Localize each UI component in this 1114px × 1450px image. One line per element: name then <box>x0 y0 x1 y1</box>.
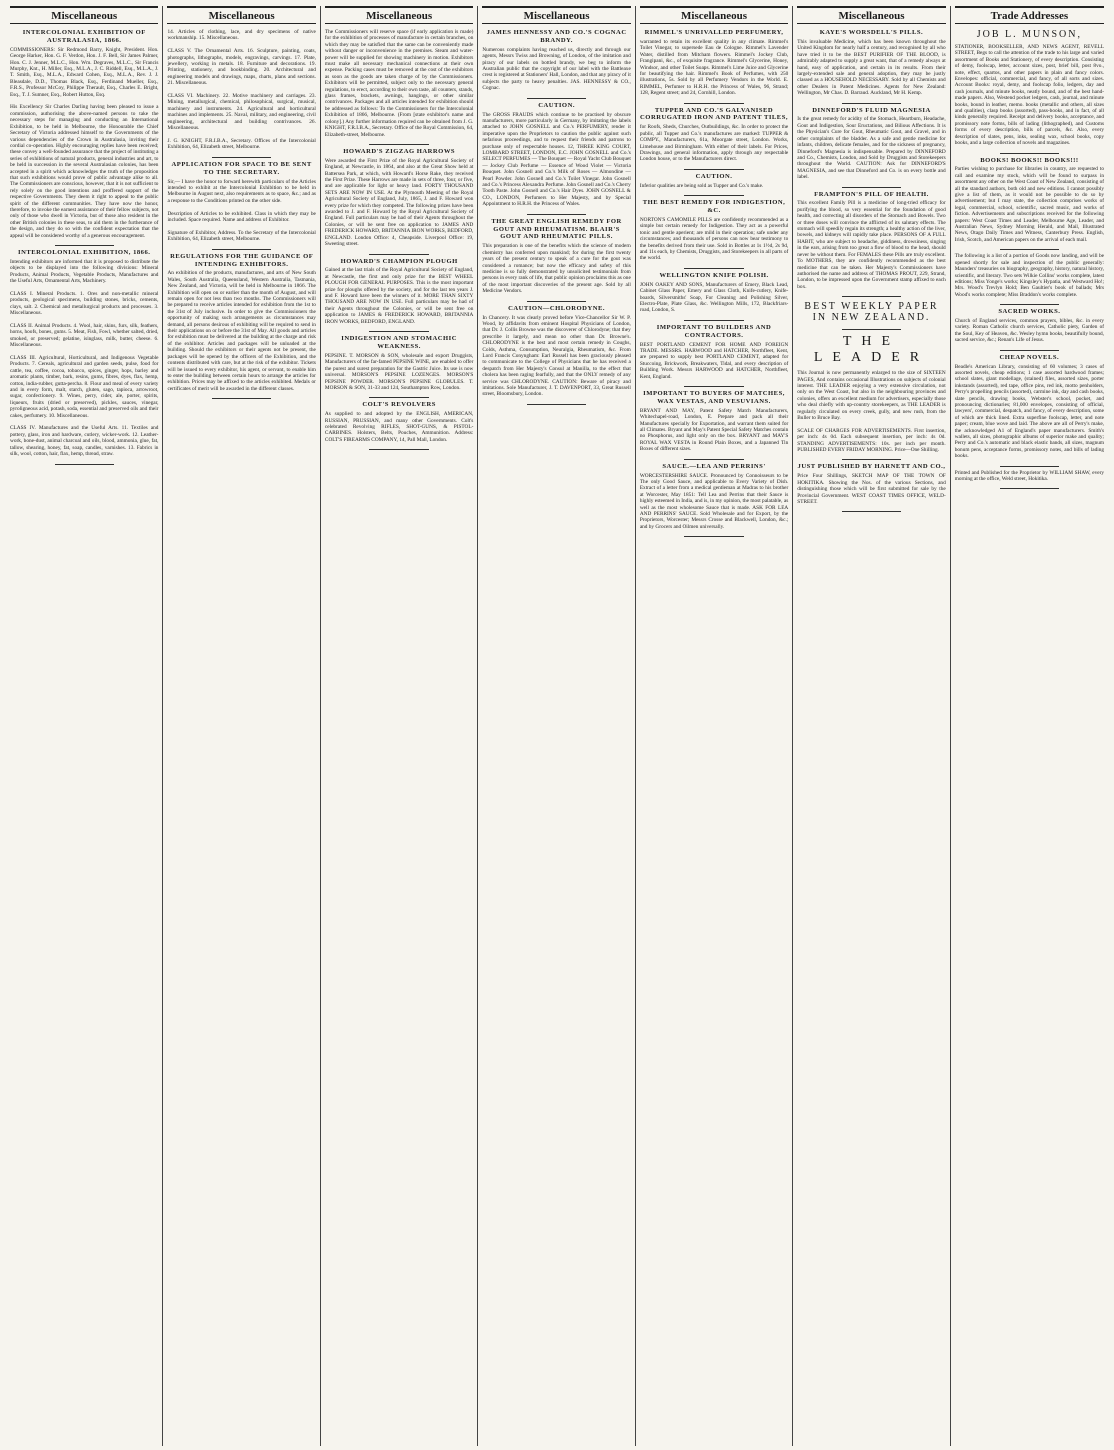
article-body: JOHN OAKEY AND SONS, Manufacturers of Emery, Black Lead, Cabinet Glass Paper, Emery and Glass Cloth, Knife-cutlery, Knife-boards, Silversmiths' Soap, For Cleaning and Polishing Silver, Electro-Plate, Plate Glass, &c. Wellington Mills, 172, Blackfriars-road, London, S. <box>639 281 790 314</box>
divider <box>1000 249 1060 250</box>
article <box>640 29 788 97</box>
article <box>640 199 788 262</box>
article <box>482 304 633 398</box>
article-title: BOOKS! BOOKS!! BOOKS!!! <box>980 156 1079 164</box>
article-title: REGULATIONS FOR THE GUIDANCE OF INTENDING EXHIBITORS. <box>170 252 314 268</box>
article-title: COLT'S REVOLVERS <box>362 401 436 409</box>
divider <box>684 195 743 196</box>
column-header: Miscellaneous <box>10 6 158 24</box>
article-body: 14. Articles of clothing, lace, and dry specimens of native workmanship. 15. Miscellaneous. CLASS V. The Ornamental Arts. 16. Sculpture, painting, coats, photographs, lithographs, models, engravings, carvings. 17. Plate, jewellery, working in metals. 18. Furniture and decorations. 19. Printing, stationery, and bookbinding. 20. Architectural and engineering models and drawings, maps, charts, plans and sections. 21. Miscellaneous. CLASS VI. Machinery. 22. Motive machinery and carriages. 23. Mining, metallurgical, chemical, philosophical, surgical, musical, machinery and instruments. 24. Agricultural and horticultural machines and implements. 25. Naval, military, and engineering, civil engineering, architectural and building contrivances. 26. Miscellaneous. J. G. KNIGHT, F.R.I.B.A., Secretary. Offices of the Intercolonial Exhibition, 64, Elizabeth street, Melbourne. <box>167 29 316 151</box>
divider <box>684 459 743 460</box>
article <box>640 324 788 380</box>
column-header: Miscellaneous <box>482 6 630 24</box>
article-title: DINNEFORD'S FLUID MAGNESIA <box>812 106 931 114</box>
article-title: KAYE'S WORSDELL'S PILLS. <box>819 29 924 36</box>
article-title: SACRED WORKS. <box>998 308 1061 316</box>
divider <box>1000 488 1060 489</box>
column-5 <box>636 6 793 1446</box>
article <box>325 401 473 443</box>
article-body: Printed and Published for the Proprietor by WILLIAM SHAW, every morning at the office, Weld street, Hokitika. <box>954 469 1106 483</box>
article-title: CAUTION—CHLORODYNE. <box>508 304 606 312</box>
article <box>955 354 1104 460</box>
divider <box>684 103 743 104</box>
article-body: BEST PORTLAND CEMENT FOR HOME AND FOREIGN TRADE. MESSRS. HARWOOD and HATCHER, Northfleet, Kent, are prepared to supply best PORTLAND CEMENT, adapted for Stuccoing, Brickwork, Breakwaters, Tidal, and every description of Building Work. Messrs HARWOOD and HATCHER, Northfleet, Kent, England. <box>639 341 790 380</box>
article-title: BEST WEEKLY PAPER IN NEW ZEALAND. <box>804 301 939 324</box>
article <box>955 157 1104 244</box>
article-title: HOWARD'S ZIGZAG HARROWS <box>343 147 456 155</box>
article-body: for Roofs, Sheds, Churches, Outbuildings, &c. In order to protect the public, all Tupper and Co.'s manufactures are marked: TUPPER & COMPY., Manufacturers, 61a, Moorgate street, London. Works, Limehouse and Birmingham. With either of their labels. For Prices, Drawings, and general information, apply through any respectable London house, or to the Manufacturers direct. <box>639 124 790 163</box>
article-title: THE LEADER <box>813 334 930 366</box>
article-title: RIMMEL'S UNRIVALLED PERFUMERY, <box>644 29 784 36</box>
divider <box>55 464 114 465</box>
article-title: IMPORTANT TO BUYERS OF MATCHES, WAX VESTAS, AND VESUVIANS. <box>643 389 785 405</box>
divider <box>1000 153 1060 154</box>
article <box>955 308 1104 344</box>
article-body: This Journal is now permanently enlarged to the size of SIXTEEN PAGES, And contains occasional Illustrations on subjects of colonial interest. THE LEADER enjoying a very extensive circulation, not only on the West Coast, but also in the neighbouring provinces and colonies, offers an excellent medium for advertisers, especially those who deal chiefly with up-country storekeepers, as THE LEADER is regularly circulated on every creek, gully, and new rush, from the Buller to Bruce Bay. SCALE OF CHARGES FOR ADVERTISEMENTS. First insertion, per inch: 4s 0d. Each subsequent insertion, per inch: 4s 0d. STANDING ADVERTISEMENTS: 10s. per inch per month. PUBLISHED EVERY FRIDAY MORNING. Price—One Shilling. <box>797 370 946 453</box>
article-title: THE GREAT ENGLISH REMEDY FOR GOUT AND RHEUMATISM. BLAIR'S GOUT AND RHEUMATIC PILLS. <box>491 217 622 241</box>
article <box>325 29 473 138</box>
article <box>640 463 788 531</box>
divider <box>369 254 428 255</box>
divider <box>369 331 428 332</box>
divider <box>55 245 114 246</box>
article-title: HOWARD'S CHAMPION PLOUGH <box>340 257 458 265</box>
article-body: An exhibition of the products, manufactures, and arts of New South Wales, South Australia, Queensland, Western Australia, Tasmania, New Zealand, and Victoria, will be held in Melbourne in 1866. The Exhibition will open on or earlier than the month of August, and will remain open for not less than two months. The Commissioners will be prepared to receive articles intended for exhibition from the 1st to the 31st of July inclusive. In order to give the Commissioners the opportunity of making such arrangements as circumstances may demand, all persons desirous of exhibiting will be required to send in their applications on or before the 31st of May. All goods and articles for exhibition must be delivered at the building at the charge and risk of the exhibitor. Articles and packages will be unloaded at the building. Should the exhibitors or their agents not be present, the packages will be opened by the officers of the Exhibition, and the contents distributed with care, but at the risk of the exhibitor. Tickets will be issued to every exhibitor, his agent, or servant, to enable him to enter the building between certain hours to arrange the articles for exhibition. Prices may be affixed to the articles exhibited. Medals or certificates of merit will be awarded in the different classes. <box>167 270 318 392</box>
article-body: Parties wishing to purchase for libraries in country, are requested to call and examine my stock, which will be found to surpass in assortment any other on the West Coast of New Zealand, consisting of all the standard authors, both old and new editions. I cannot possibly give a list of them, as it would not be possible to do so by advertisement; but I may state, the collection comprises works of legal, commercial, school, scientific, sacred music, and works of fiction. Advertisements and subscriptions received for the following papers: West Coast Times and Leader, Melbourne Age, Leader, and Australian News, Sydney Morning Herald, and Mail, Illustrated News, Otago Daily Times and Witness, Canterbury Press. English, Irish, Scotch, and American papers on the arrival of each mail. <box>954 166 1106 243</box>
divider <box>527 404 586 405</box>
column-header: Miscellaneous <box>325 6 473 24</box>
column-1 <box>6 6 163 1446</box>
divider <box>842 511 901 512</box>
divider <box>212 398 271 399</box>
article-title: JOB L. MUNSON, <box>976 29 1082 40</box>
article-body: As supplied to and adopted by the ENGLISH, AMERICAN, RUSSIAN, PRUSSIAN, and many other Governments. Colt's celebrated Revolving RIFLES, SHOT-GUNS, & PISTOL-CARBINES. Holsters, Belts, Pouches, Ammunition. Address: COLT'S FIREARMS COMPANY, 14, Pall Mall, London. <box>324 411 475 443</box>
article <box>482 217 633 295</box>
divider <box>1000 350 1060 351</box>
article <box>797 463 948 505</box>
column-container <box>6 6 1108 1446</box>
article <box>325 148 473 248</box>
article <box>10 29 158 239</box>
divider <box>1000 304 1060 305</box>
article-body: The Commissioners will reserve space (if early application is made) for the exhibition of processes of manufacture in certain branches, on which they may be satisfied that the same can be conveniently made without danger or inconvenience in the premises. Steam and water-power will be supplied for showing machinery in motion. Exhibitors must make all necessary mechanical connections at their own expense. Packing cases must be removed at the cost of the exhibitors as soon as the goods are taken charge of by the Commissioners. Exhibitors will be permitted, subject only to the necessary general regulations, to erect, according to their own taste, all counters, stands, glass frames, brackets, awnings, hangings, or other similar contrivances. Packages and all articles intended for exhibition should be addressed as follows: To the Commissioners for the Intercolonial Exhibition of 1866, Melbourne. (From [state exhibitor's name and colony].) Any further information required can be obtained from J. G. KNIGHT, F.R.I.B.A., Secretary. Office of the Royal Commission, 64, Elizabeth-street, Melbourne. <box>324 29 475 138</box>
column-7 <box>951 6 1108 1446</box>
article-title: CAUTION. <box>695 172 733 180</box>
article <box>955 470 1104 483</box>
article <box>325 335 473 391</box>
article <box>10 249 158 458</box>
article-body: Intending exhibitors are informed that it is proposed to distribute the objects to be displayed into the following divisions: Mineral Products, Animal Products, Vegetable Products, Manufactures and the Useful Arts, Ornamental Arts, Machinery. CLASS I. Mineral Products. 1. Ores and non-metallic mineral products, geological specimens, building stones, bricks, cements, clays, salt. 2. Chemical and metallurgical products and processes. 3. Miscellaneous. CLASS II. Animal Products. 4. Wool, hair, skins, furs, silk, feathers, horns, hoofs, bones, gums. 5. Meat, Fish, Fowl, whether salted, dried, smoked, or preserved; gelatine, isinglass, milk, butter, cheese. 6. Miscellaneous. CLASS III. Agricultural, Horticultural, and Indigenous Vegetable Products. 7. Cereals, agricultural and garden seeds, pulse, food for cattle, tea, coffee, cocoa, tobacco, spices, ginger, hops, barley and aromatic plants, timber, bark, resins, gums, fibres, dyes, flax, hemp, cotton, india-rubber, gutta-percha. 8. Flour and meal of every variety and in every form, malt, starch, gluten, sago, tapioca, arrowroot, sugar, confectionery. 9. Wines, perry, cider, ale, porter, spirits, liqueurs, fruits (dried or preserved), pickles, sauces, vinegar, pyroligneous acid, potash, soda, essential and preserved oils and their cakes, perfumery. 10. Miscellaneous. CLASS IV. Manufactures and the Useful Arts. 11. Textiles and pottery, glass, iron and hardware, cutlery, wicker-work. 12. Leather-work, bone-dust, animal charcoal and oils, blood, ammonia, glue, fat, tallow, shearing, honey, fat, soap, candles, varnishes. 13. Fabrics in silk, wool, cotton, hair, flax, hemp, thread, straw. <box>10 258 159 458</box>
article <box>167 29 315 151</box>
article <box>167 252 318 393</box>
divider <box>1000 466 1060 467</box>
article-title: IMPORTANT TO BUILDERS AND CONTRACTORS. <box>656 323 772 339</box>
article-body: This excellent Family Pill is a medicine of long-tried efficacy for purifying the blood, so very essential for the foundation of good health, and correcting all disorders of the Stomach and Bowels. Two or three doses will convince the afflicted of its salutary effects. The stomach will speedily regain its strength; a healthy action of the liver, bowels, and kidneys will rapidly take place. PERSONS OF A FULL HABIT, who are subject to headache, giddiness, drowsiness, singing in the ears, arising from too great a flow of blood to the head, should never be without them. For FEMALES these Pills are truly excellent. To MOTHERS, they are confidently recommended as the best medicine that can be taken. Her Majesty's Commissioners have authorised the name and address of THOMAS PROUT, 229, Strand, London, to be impressed upon the Government stamp affixed to each box. <box>797 200 948 290</box>
divider <box>684 268 743 269</box>
article-body: This preparation is one of the benefits which the science of modern chemistry has conferred upon mankind; for during the first twenty years of the present century to speak of a cure for the gout was considered a romance; but now the efficacy and safety of this medicine is so fully demonstrated by unsolicited testimonials from persons in every rank of life, that public opinion proclaims this as one of the most important discoveries of the present age. Sold by all Medicine Vendors. <box>482 243 633 295</box>
article <box>797 29 948 97</box>
article-title: THE BEST REMEDY FOR INDIGESTION, &C. <box>642 199 786 215</box>
article <box>797 106 948 181</box>
article <box>325 258 473 326</box>
article-body: NORTON'S CAMOMILE PILLS are confidently recommended as a simple but certain remedy for Indigestion. They act as a powerful tonic and gentle aperient; are mild in their operation; safe under any circumstances; and thousands of persons can now bear testimony to the benefits derived from their use. Sold in Bottles at 1s 1½d, 2s 9d, and 11s each, by Chemists, Druggists, and Storekeepers in all parts of the world. <box>639 216 790 262</box>
divider <box>842 459 901 460</box>
divider <box>369 397 428 398</box>
article-title: SAUCE.—LEA AND PERRINS' <box>662 462 766 470</box>
article-title: INTERCOLONIAL EXHIBITION, 1866. <box>18 249 151 256</box>
divider <box>369 449 428 450</box>
article-body: Were awarded the First Prize of the Royal Agricultural Society of England, at Newcastle, in 1864, and also at the Great Show held at Battersea Park, at which, with Howard's Horse Rake, they received the First Prize. These Harrows are made in sets of three, four, or five, and are applicable for light or heavy land. FORTY THOUSAND SETS ARE NOW IN USE. At the Plymouth Meeting of the Royal Agricultural Society of England, July, 1865, J. and F. Howard won every prize for which they competed. The following prizes have been awarded to J. and F. Howard by the Royal Agricultural Society of England. Full particulars may be had of their Agents throughout the Colonies, or will be sent free on application to JAMES AND FREDERICK HOWARD, BRITANNIA IRON WORKS, BEDFORD, ENGLAND. London Office: 4, Cheapside. Liverpool Office: 19, Sweeting street. <box>324 157 475 248</box>
article-body: In Chancery. It was clearly proved before Vice-Chancellor Sir W. P. Wood, by affidavits from eminent Hospital Physicians of London, that Dr. J. Collis Browne was the discoverer of Chlorodyne; that they prescribe it largely, and mean no other than Dr. Browne's. CHLORODYNE is the best and most certain remedy in Coughs, Colds, Asthma, Consumption, Neuralgia, Rheumatism, &c. From Lord Francis Conyngham: Earl Russell has been graciously pleased to communicate to the College of Physicians that he has received a despatch from Her Majesty's Consul at Manilla, to the effect that cholera has been raging fearfully, and that the ONLY remedy of any service was CHLORODYNE. CAUTION: Beware of piracy and imitations. Sole Manufacturer, J. T. DAVENPORT, 33, Great Russell street, Bloomsbury, London. <box>482 314 633 398</box>
article-title: CHEAP NOVELS. <box>999 353 1060 361</box>
article <box>955 253 1104 298</box>
article <box>797 301 945 323</box>
article-body: Sir,— I have the honor to forward herewith particulars of the Articles intended to exhibit at the Intercolonial Exhibition to be held in Melbourne in August next, also requirements as to space, &c.; and as a response to the Conditions printed on the other side. Description of Articles to be exhibited. Class in which they may be included. Space required. Name and address of Exhibitor. Signature of Exhibitor, Address. To the Secretary of the Intercolonial Exhibition, 64, Elizabeth street, Melbourne. <box>167 178 316 243</box>
column-4 <box>478 6 635 1446</box>
divider <box>369 144 428 145</box>
article <box>797 334 945 453</box>
divider <box>527 214 586 215</box>
article <box>482 29 633 92</box>
article-body: Price Four Shillings, SKETCH MAP OF THE TOWN OF HOKITIKA. Showing the Nos. of the various Sections, and distinguishing those which will be first submitted for sale by the Provincial Government. WEST COAST TIMES OFFICE, WELD-STREET. <box>797 473 948 505</box>
divider <box>842 296 901 297</box>
column-header: Miscellaneous <box>640 6 788 24</box>
article <box>955 29 1104 147</box>
divider <box>842 103 901 104</box>
divider <box>684 169 743 170</box>
divider <box>842 329 901 330</box>
article <box>640 107 788 163</box>
column-2 <box>163 6 320 1446</box>
article <box>797 190 948 291</box>
article-body: Church of England services, common prayers, bibles, &c. in every variety. Roman Catholic church services, Catholic piety, Garden of the Soul, Key of Heaven, &c. Wesley hymn books, beautifully bound, sacred service, &c.; Renan's Life of Jesus. <box>954 318 1106 344</box>
divider <box>527 301 586 302</box>
article <box>640 272 788 314</box>
article-title: INDIGESTION AND STOMACHIC WEAKNESS. <box>341 335 457 350</box>
article-body: This invaluable Medicine, which has been known throughout the United Kingdom for nearly half a century, and recognised by all who have tried it to be the BEST PURIFIER OF THE BLOOD, is admirably adapted to supply a great want, that of a remedy always at hand, easy of application, and certain in its results. From their largely-extended sale and general adoption, they may be justly classed as a HOUSEHOLD NECESSARY. Sold by all Chemists and other Dealers in Patent Medicines. Agents for New Zealand: Wellington, Mr Chas. D. Barraud. Auckland, Mr H. Kemp. <box>797 38 948 97</box>
divider <box>684 320 743 321</box>
divider <box>842 187 901 188</box>
article <box>640 390 788 453</box>
article-body: STATIONER, BOOKSELLER, AND NEWS AGENT, REVELL STREET, Begs to call the attention of the trade to his large and varied assortment of Books and Stationery, of every description. Consisting of demy, foolscap, letter, account sizes, post, brief bill, post 8vo., note, effect, quartos, and other papers in plain and fancy colors. Envelopes: official, commercial, and fancy, of all sorts and sizes. Account Books: royal, demy, and foolscap folio, ledgers, day and cash journals, and minute books, neatly bound, and of the best hand-made papers. Also, Westend pocket ledgers, cash, journal, and minute books, bound in leather, memo. books (metallic and others, all sizes and qualities), clasp books (assorted), pass-books, and in fact, of all kinds generally required. Receipt and delivery books, acceptance, and promissory note forms, bills of lading (lithographed), and Customs forms of every description, bills of parcels, &c. Also, every description of slates, pens, inks, sealing wax, school books, copy books, and a large collection of novels and magazines. <box>954 44 1106 147</box>
article-body: Beadle's American Library, consisting of 60 volumes; 3 cases of assorted novels, cheap editions; 1 case assorted hardwood frames; school slates, giant modellage, (stained) files, assorted sizes, porter inkstands (assorted), red tape, office pins, red ink, motto penholders, Perry's propelling pencils (assorted), carmine ink, day and cash books, slate pencils, drawing books, Webster's school, pocket, and pronouncing dictionaries; 81,000 envelopes, consisting of official, lawyers', commercial, despatch, and fancy, of every description, some of which are thick lined. Extra superfine foolscap, letter, and note paper; cream, blue wove and laid. The above are all of Perry's make, the acknowledged A1 of England's paper manufacturers. Smith's wallets, all sizes, photographic albums of superior make and quality; Perry and Co.'s automatic and black elastic bands, all sizes, magnum bonum pens, acceptance forms, promissory notes, and bills of lading books. <box>954 363 1106 460</box>
article-body: BRYANT AND MAY, Patent Safety Match Manufacturers, Whitechapel-road, London, E. Prepare and pack all their Manufactures specially for Exportation, and warrant them suited for all Climates. Bryant and May's Patent Special Safety Matches contain no Phosphorus, and light only on the box. BRYANT and MAY'S ROYAL WAX VESTA in Round Plain Boxes, and a Japanned Tin Boxes of different sizes. <box>639 407 790 453</box>
column-header: Miscellaneous <box>167 6 315 24</box>
article-body: PEPSINE. T. MORSON & SON, wholesale and export Druggists, Manufacturers of the far-famed PEPSINE WINE, are enabled to offer the purest and surest preparation for the Gastric Juice. Its use is now universal. MORSON'S PEPSINE LOZENGES. MORSON'S PEPSINE POWDER. MORSON'S PEPSINE GLOBULES. T. MORSON & SON, 31-33 and 124, Southampton Row, London. <box>324 352 475 391</box>
article-body: Is the great remedy for acidity of the Stomach, Heartburn, Headache, Gout and Indigestion, Sour Eructations, and Bilious Affections. It is the Physician's Cure for Gout, Rheumatic Gout, and Gravel, and in other complaints of the bladder. As a safe and gentle medicine for infants, children, delicate females, and for the sickness of pregnancy, Dinneford's Magnesia is indispensable. Prepared by DINNEFORD and Co., Chemists, London, and Sold by Druggists and Storekeepers throughout the World. CAUTION: Ask for DINNEFORD'S MAGNESIA, and see that Dinneford and Co. is on every bottle and label. <box>797 116 948 181</box>
article-body: Numerous complaints having reached us, directly and through our agents, Messrs Twiss and Browning, of London, of the imitation and piracy of our labels on bottled brandy, we beg to inform the Australian public that the copyright of our label with the Battleaxe crest is registered at Stationers' Hall, London, and that any piracy of it subjects the party to heavy penalties. JAS. HENNESSY & CO., Cognac. <box>482 46 633 92</box>
article-body: Inferior qualities are being sold as Tupper and Co.'s make. <box>639 182 764 189</box>
article-body: Gained at the last trials of the Royal Agricultural Society of England, at Newcastle, the first and only prize for the BEST WHEEL PLOUGH FOR GENERAL PURPOSES. This is the most important prize for ploughs offered by the society, and for the last ten years J. and F. Howard have been the winners of it. MORE THAN SIXTY THOUSAND ARE NOW IN USE. Full particulars may be had of their Agents throughout the Colonies, or will be sent free on application to JAMES & FREDERICK HOWARD, BRITANNIA IRON WORKS, BEDFORD, ENGLAND. <box>324 267 475 325</box>
divider <box>684 536 743 537</box>
article-title: CAUTION. <box>538 101 575 109</box>
article-title: WELLINGTON KNIFE POLISH. <box>659 271 769 279</box>
article-title: JAMES HENNESSY AND CO.'S COGNAC BRANDY. <box>486 29 627 44</box>
divider <box>212 249 271 250</box>
article <box>640 173 788 189</box>
article-body: WORCESTERSHIRE SAUCE. Pronounced by Connoisseurs to be The only Good Sauce, and applicable to Every Variety of Dish. Extract of a letter from a medical gentleman at Madras to his brother at Worcester, May 1851: Tell Lea and Perrins that their Sauce is highly esteemed in India, and is, in my opinion, the most palatable, as well as the most wholesome Sauce that is made. ASK FOR LEA AND PERRINS' SAUCE. Sold Wholesale and for Export, by the Proprietors, Worcester; Messrs Crosse and Blackwell, London, &c.; and by Grocers and Oilmen universally. <box>639 472 790 530</box>
article-title: JUST PUBLISHED BY HARNETT AND CO., <box>797 463 946 471</box>
article-body: warranted to retain its excellent quality in any climate. Rimmel's Toilet Vinegar, to supersede Eau de Cologne. Rimmel's Lavender Water, distilled from Mitcham flowers. Rimmel's Jockey Club, Frangipani, &c., of exquisite fragrance. Rimmel's Glycerine, Honey, Windsor, and other Toilet Soaps. Rimmel's Lime Juice and Glycerine for beautifying the hair. Rimmel's Book of Perfumes, with 250 illustrations, 5s. Sold by all Perfumery Vendors in the World. E. RIMMEL, Perfumer to H.R.H. the Princess of Wales, 96, Strand; 128, Regent street; and 24, Cornhill, London. <box>639 38 790 97</box>
column-3 <box>321 6 478 1446</box>
article-title: FRAMPTON'S PILL OF HEALTH. <box>814 190 929 198</box>
column-header: Trade Addresses <box>955 6 1104 24</box>
article-body: The following is a list of a portion of Goods now landing, and will be opened shortly for sale and inspection of the public generally: Maunders' treasuries on biography, geography, history, natural history, scientific, and literary. Two sets Wilkie Collins' works complete, latest editions; Miss Yonge's works; Kingsley's Hypatia, and Westward Ho!; Mrs. Wood's Trevlyn Hold; Ben Gaultier's book of ballads; Mrs Wood's works complete; Miss Braddon's works complete. <box>954 253 1106 298</box>
article-body: COMMISSIONERS: Sir Redmond Barry, Knight, President. Hon. George Harker, Hon. G. F. Verdon, Hon. J. F. Bell, Sir James Palmer, Hon. C. J. Jenner, M.L.C., Hon. Wm. Degraves, M.L.C., Sir Francis Murphy, Knt., H. Miller, Esq., M.L.A., J. C. Riddell, Esq., M.L.A., J. T. Smith, Esq., M.L.A., Edward Cohen, Esq., M.L.A., Rev. J. J. Bleasdale, D.D., Thomas Black, Esq., Ferdinand Mueller, Esq., F.R.S., Professor McCoy, Philippe Therault, Esq., Charles E. Bright, Esq., T. J. Sumner, Esq., Robert Hutton, Esq. His Excellency Sir Charles Darling having been pleased to issue a commission, authorising the above-named persons to take the necessary steps for managing and conducting an International Exhibition, to be held in Melbourne, the Honourable the Chief Secretary of Victoria addressed himself to the Governments of the various dependencies of the Crown in Australasia, inviting their cordial co-operation. Highly encouraging replies have been received; these convey a well-founded assurance that the project of instituting a series of exhibitions of natural products, general industries and art, to be held in succession in the several Australasian colonies, has been accepted in a spirit which acknowledges the truth of the proposition that such exhibitions would prove of public advantage alike to all. The Commissioners are conscious, however, that it is not sufficient to rely solely on the good intentions and proffered support of the respective Governments. They deem it right to appeal to the public spirit of the different communities. They have now the honor, therefore, to invoke the earnest assistance of their fellow subjects, not only of those who dwell in Victoria, but of those also resident in the other British colonies in these seas, to aid them in the furtherance of the design, and they do so with the confident expectation that the appeal will be considered worthy of a generous encouragement. <box>10 46 159 239</box>
article-body: The GROSS FRAUDS which continue to be practised by obscure manufacturers, more particularly in Germany, by imitating the labels attached to JOHN GOSNELL and Co.'s PERFUMERY, render it imperative upon the Proprietors to caution the public against such nefarious proceedings, and to request their friends and patrons to purchase only of respectable houses. 12, THREE KING COURT, LOMBARD STREET, LONDON, E.C. JOHN GOSNELL and Co.'s SELECT PERFUMES — The Bouquet — Royal Yacht Club Bouquet — Jockey Club Perfume — Essence of Wood Violet — Victoria Bouquet. John Gosnell and Co.'s Milk of Roses — Almondine — Pearl Powder. John Gosnell and Co.'s Toilet Vinegar. John Gosnell and Co.'s Princess Alexandra Perfume. John Gosnell and Co.'s Cherry Tooth Paste. John Gosnell and Co.'s Hair Dyes. JOHN GOSNELL & CO., LONDON, Perfumers to Her Majesty, and by Special Appointment to H.R.H. the Princess of Wales. <box>482 111 633 208</box>
article-title: APPLICATION FOR SPACE TO BE SENT TO THE SECRETARY. <box>171 160 312 176</box>
article <box>482 101 633 208</box>
article-title: TUPPER AND CO.'S GALVANISED CORRUGATED IRON AND PATENT TILES, <box>640 106 789 122</box>
column-header: Miscellaneous <box>797 6 945 24</box>
article-title: INTERCOLONIAL EXHIBITION OF AUSTRALASIA, 1866. <box>22 29 146 44</box>
divider <box>212 157 271 158</box>
divider <box>527 98 586 99</box>
divider <box>684 386 743 387</box>
column-6 <box>793 6 950 1446</box>
article <box>167 161 315 243</box>
